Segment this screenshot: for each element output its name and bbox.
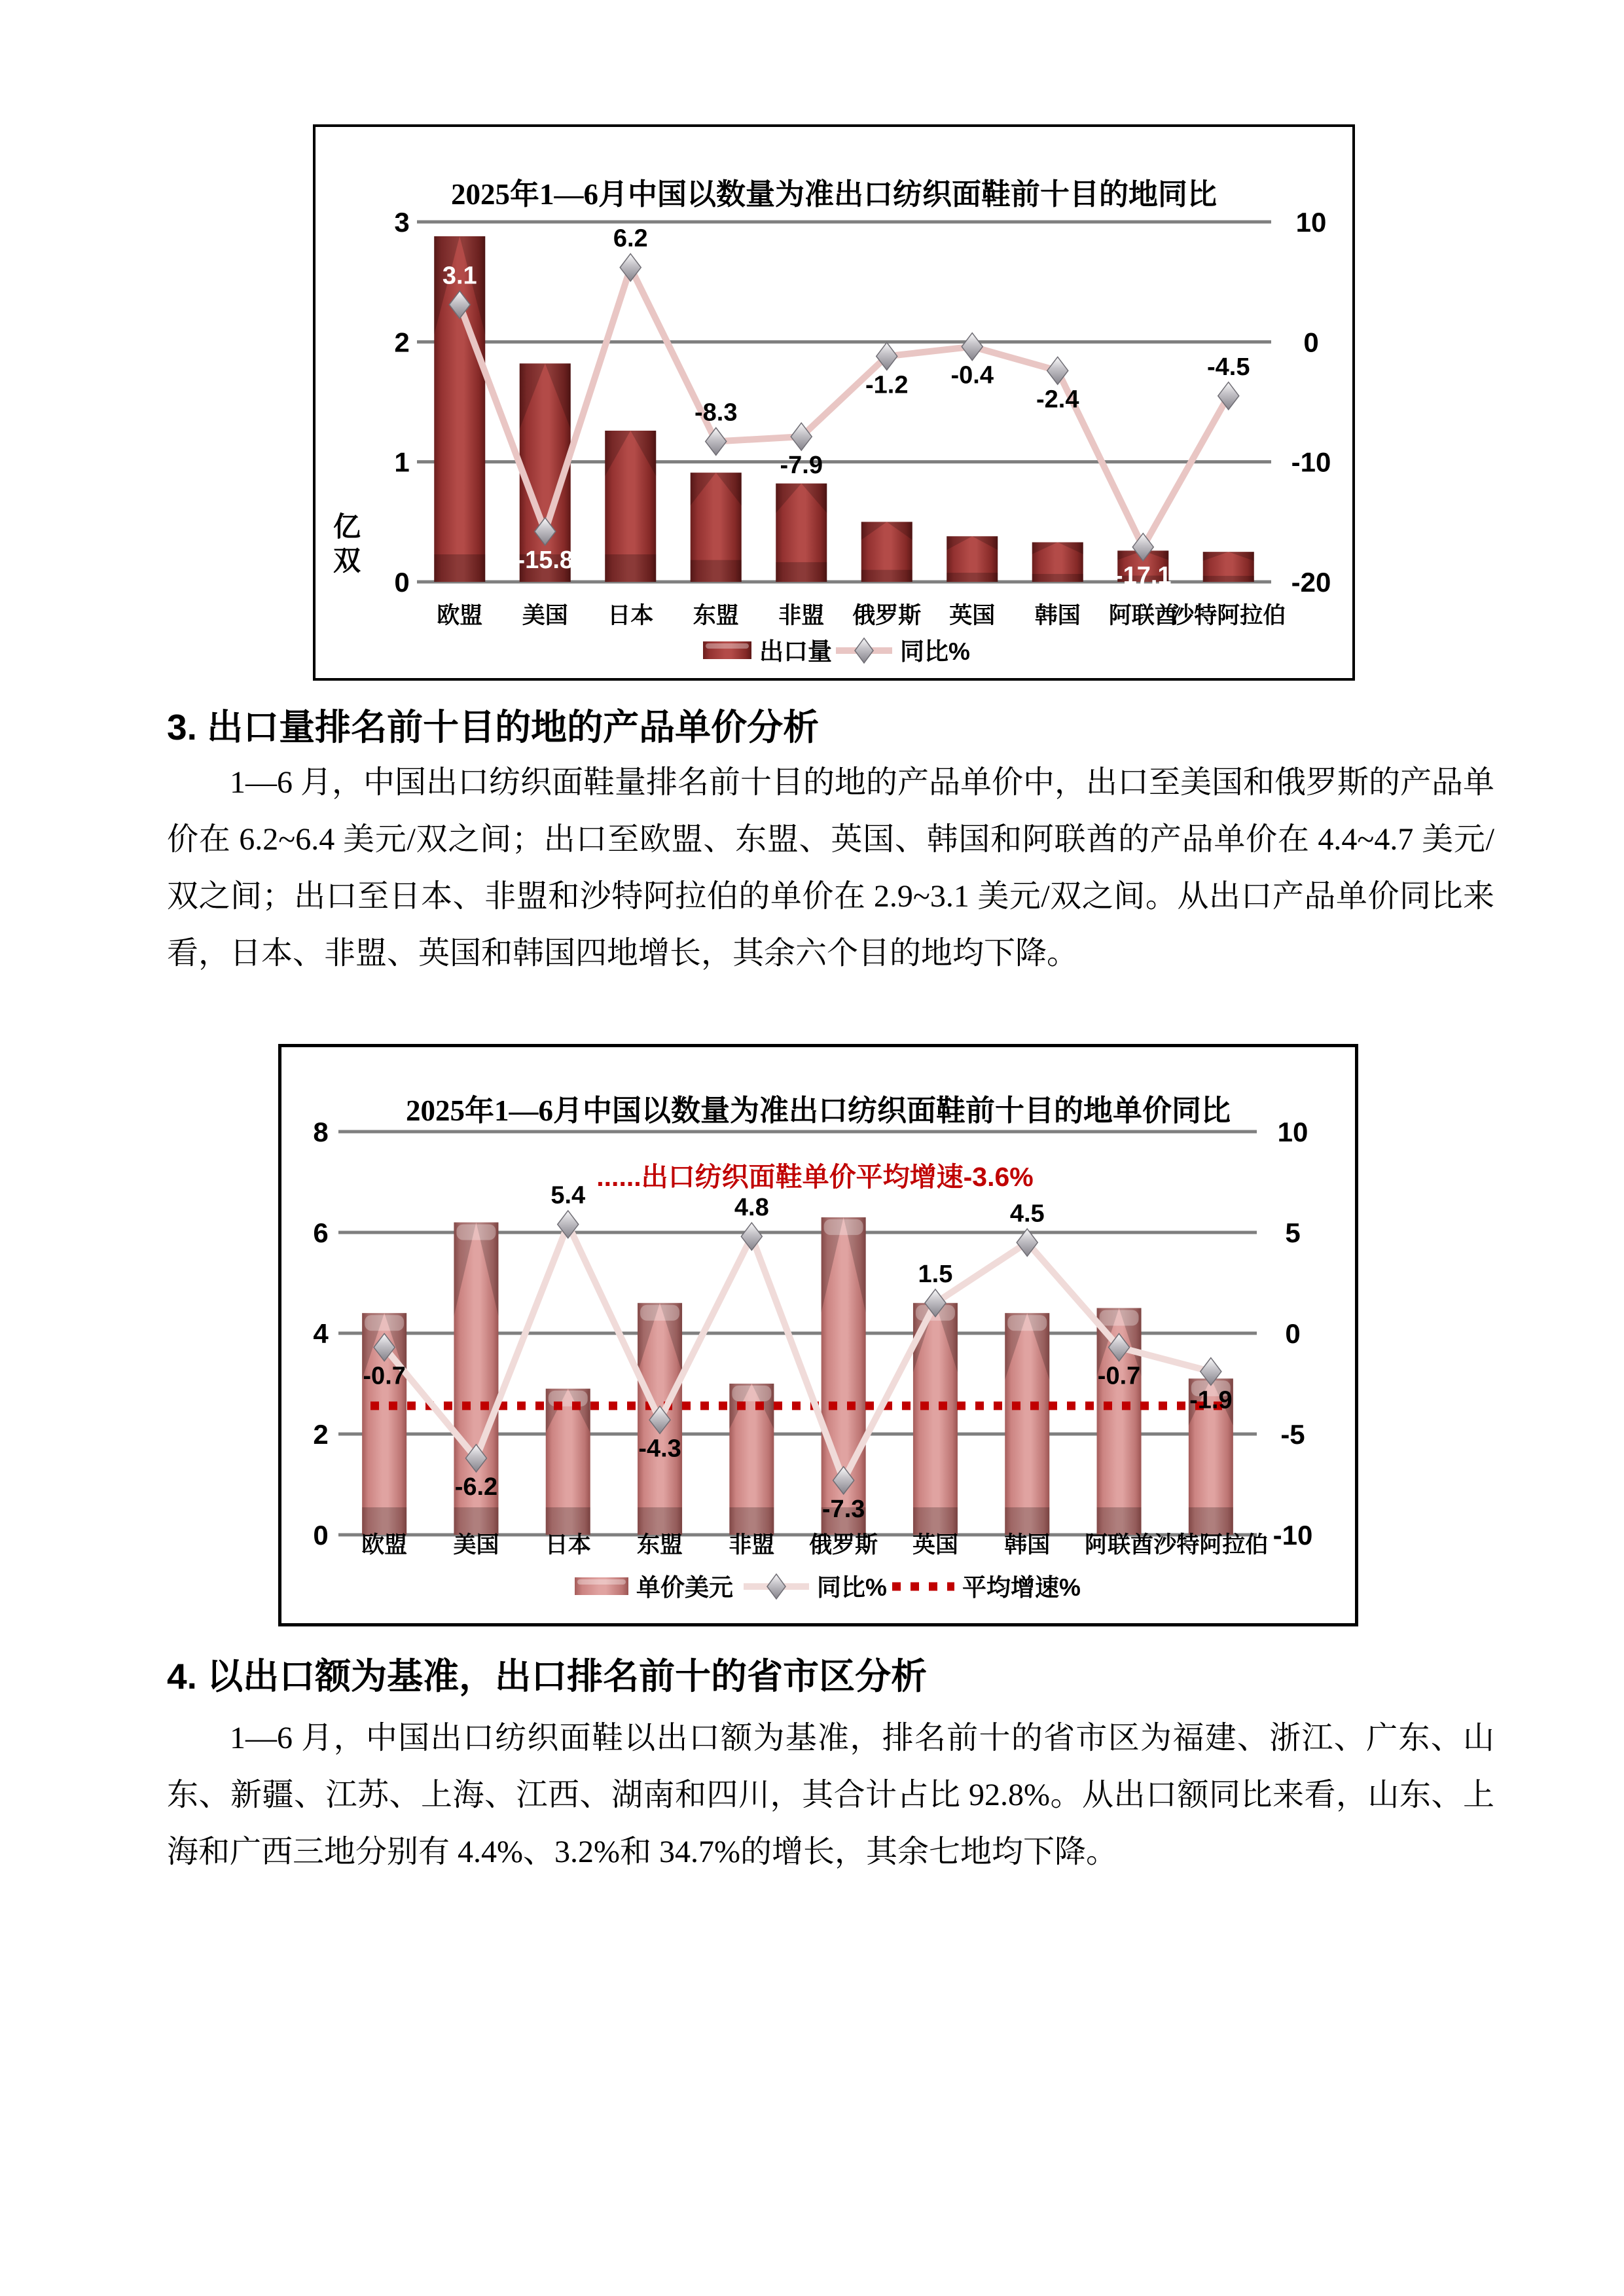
- bar-cap: [1100, 1310, 1139, 1326]
- legend-bar-swatch-highlight: [706, 643, 749, 649]
- yoy-line: [460, 268, 1229, 547]
- bar-cap: [365, 1315, 404, 1331]
- legend-label: 同比%: [900, 638, 970, 665]
- data-label: -7.3: [821, 1495, 865, 1523]
- category-label: 俄罗斯: [852, 603, 922, 628]
- left-axis-tick: 8: [313, 1117, 329, 1147]
- bar-base: [638, 1507, 682, 1535]
- bar-base: [434, 554, 485, 582]
- left-axis-tick: 4: [313, 1318, 329, 1349]
- bar-base: [454, 1507, 498, 1535]
- bar-cap: [456, 1225, 496, 1240]
- right-axis-tick: 10: [1277, 1117, 1308, 1147]
- data-label: -4.5: [1207, 353, 1250, 381]
- data-label: -1.9: [1189, 1386, 1233, 1414]
- category-label: 美国: [453, 1532, 499, 1558]
- section3-paragraph: 1—6 月，中国出口纺织面鞋量排名前十目的地的产品单价中，出口至美国和俄罗斯的产品单价在 6.2~6.4 美元/双之间；出口至欧盟、东盟、英国、韩国和阿联酋的产品单价在 4.4~4.7 美元/双之间；出口至日本、非盟和沙特阿拉伯的单价在 2.9~3.1 美元/双之间。从出口产品单价同比来看，日本、非盟、英国和韩国四地增长，其余六个目的地均下降。: [167, 765, 1495, 971]
- bar-base: [1032, 574, 1083, 582]
- data-label: -6.2: [454, 1473, 498, 1501]
- category-label: 韩国: [1004, 1532, 1051, 1558]
- left-axis-tick: 2: [313, 1419, 329, 1450]
- data-label: -1.2: [865, 371, 909, 399]
- bar-base: [913, 1507, 958, 1535]
- bar-base: [691, 560, 742, 582]
- bar-base: [861, 570, 912, 582]
- bar-base: [1203, 576, 1254, 582]
- category-label: 欧盟: [437, 603, 483, 628]
- bar-base: [947, 573, 998, 582]
- data-label: -2.4: [1036, 386, 1079, 414]
- category-label: 韩国: [1034, 603, 1081, 628]
- left-axis-tick: 6: [313, 1217, 329, 1248]
- right-axis-tick: -20: [1291, 567, 1331, 598]
- data-label: -8.3: [695, 399, 738, 427]
- bar-base: [729, 1507, 774, 1535]
- bar-base: [546, 1507, 590, 1535]
- category-label: 阿联酋: [1085, 1532, 1154, 1558]
- category-label: 欧盟: [361, 1532, 408, 1558]
- left-axis-tick: 0: [313, 1520, 329, 1551]
- legend-label: 平均增速%: [962, 1574, 1081, 1601]
- export-volume-chart-canvas: [316, 127, 1352, 678]
- left-axis-title: 双: [333, 545, 361, 576]
- category-label: 英国: [912, 1532, 958, 1558]
- right-axis-tick: 10: [1295, 207, 1327, 238]
- category-label: 日本: [607, 603, 654, 628]
- data-label: 1.5: [918, 1260, 953, 1288]
- category-label: 日本: [545, 1532, 591, 1558]
- right-axis-tick: -10: [1272, 1520, 1313, 1551]
- chart1-plot: [333, 207, 1331, 665]
- data-label: 4.5: [1009, 1200, 1045, 1228]
- legend-label: 同比%: [817, 1574, 887, 1601]
- category-label: 俄罗斯: [809, 1532, 878, 1558]
- bar-base: [1005, 1507, 1049, 1535]
- diamond-marker-icon: [962, 333, 983, 361]
- category-label: 美国: [522, 603, 568, 628]
- legend-diamond-marker-icon: [767, 1574, 785, 1599]
- data-label: -15.8: [516, 547, 574, 574]
- bar-base: [1097, 1507, 1142, 1535]
- section3-heading: 3. 出口量排名前十目的地的产品单价分析: [167, 707, 820, 747]
- bar-base: [362, 1507, 406, 1535]
- unit-price-chart-canvas: [281, 1047, 1355, 1623]
- chart2-title: 2025年1—6月中国以数量为准出口纺织面鞋前十目的地单价同比: [405, 1094, 1231, 1127]
- legend-label: 出口量: [759, 638, 832, 665]
- data-label: -0.4: [950, 361, 994, 389]
- bar-cap: [732, 1386, 771, 1401]
- data-label: 6.2: [613, 224, 648, 253]
- data-label: -0.7: [1097, 1362, 1141, 1390]
- data-label: 3.1: [442, 262, 477, 290]
- category-label: 东盟: [637, 1532, 683, 1558]
- legend-bar-swatch-highlight: [577, 1579, 626, 1585]
- data-label: -4.3: [638, 1435, 681, 1463]
- category-label: 阿联酋: [1108, 603, 1178, 628]
- category-label: 非盟: [729, 1532, 775, 1558]
- section4-paragraph: 1—6 月，中国出口纺织面鞋以出口额为基准，排名前十的省市区为福建、浙江、广东、山东、新疆、江苏、上海、江西、湖南和四川，其合计占比 92.8%。从出口额同比来看，山东、上海和广西三地分别有 4.4%、3.2%和 34.7%的增长，其余七地均下降。: [167, 1721, 1494, 1869]
- legend-diamond-marker-icon: [855, 638, 873, 663]
- bar-cap: [640, 1305, 679, 1321]
- bar-base: [605, 554, 656, 582]
- category-label: 东盟: [693, 603, 739, 628]
- right-axis-tick: -10: [1291, 446, 1331, 478]
- data-label: -0.7: [363, 1362, 406, 1390]
- category-label: 英国: [949, 603, 996, 628]
- unit-price-chart: [278, 1044, 1358, 1626]
- data-label: -7.9: [780, 452, 823, 480]
- right-axis-tick: 0: [1285, 1318, 1301, 1349]
- category-label: 沙特阿拉伯: [1153, 1532, 1269, 1558]
- category-label: 沙特阿拉伯: [1171, 603, 1286, 628]
- average-growth-annotation: ......出口纺织面鞋单价平均增速-3.6%: [596, 1162, 1034, 1192]
- left-axis-tick: 0: [394, 567, 410, 598]
- data-label: 5.4: [550, 1181, 586, 1210]
- left-axis-tick: 3: [394, 207, 410, 238]
- bar-base: [776, 562, 827, 582]
- right-axis-tick: 0: [1303, 327, 1319, 358]
- data-label: 4.8: [734, 1194, 769, 1222]
- left-axis-tick: 1: [394, 446, 410, 478]
- chart1-title: 2025年1—6月中国以数量为准出口纺织面鞋前十目的地同比: [450, 178, 1218, 211]
- right-axis-tick: 5: [1285, 1217, 1301, 1248]
- left-axis-title: 亿: [333, 511, 361, 542]
- bar-cap: [1007, 1315, 1047, 1331]
- category-label: 非盟: [778, 603, 825, 628]
- bar-cap: [824, 1219, 863, 1235]
- data-label: -17.1: [1114, 562, 1172, 590]
- yoy-line: [384, 1225, 1211, 1480]
- right-axis-tick: -5: [1280, 1419, 1305, 1450]
- section4-heading: 4. 以出口额为基准，出口排名前十的省市区分析: [167, 1656, 928, 1696]
- bar-base: [1189, 1507, 1233, 1535]
- left-axis-tick: 2: [394, 327, 410, 358]
- export-volume-chart: [313, 124, 1355, 681]
- legend-label: 单价美元: [636, 1574, 733, 1601]
